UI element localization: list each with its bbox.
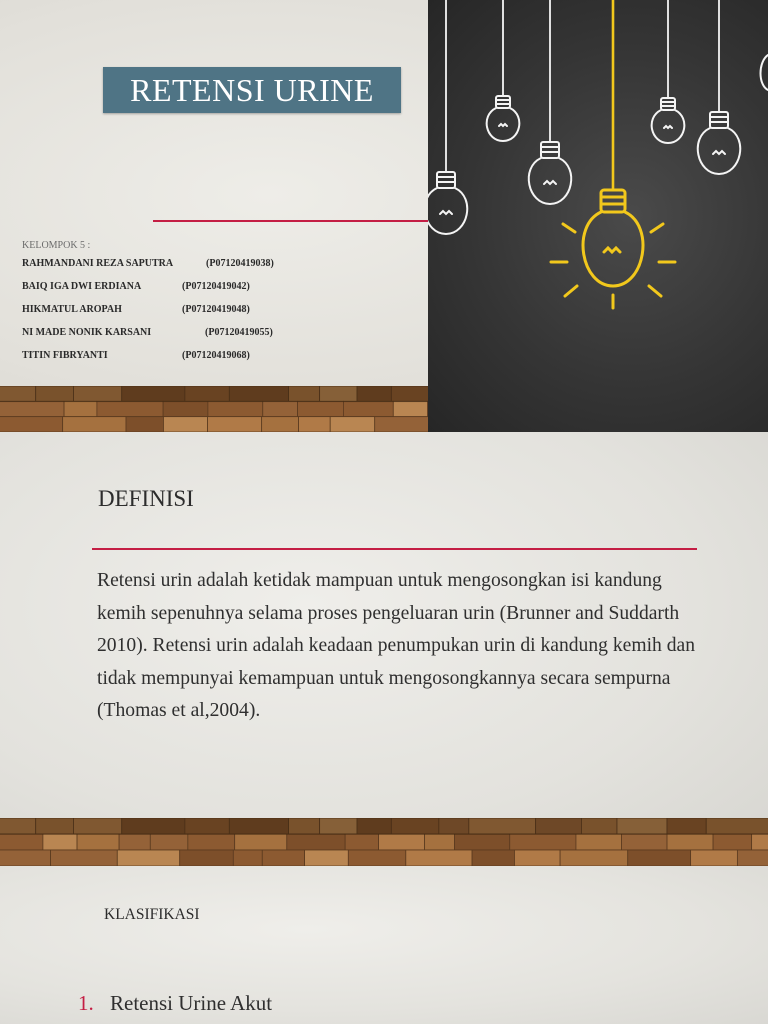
member-id: (P07120419048) xyxy=(182,304,250,315)
glowing-lightbulb-icon xyxy=(551,190,675,308)
list-item-text: Retensi Urine Akut xyxy=(110,991,273,1015)
member-name: HIKMATUL AROPAH xyxy=(22,304,122,315)
lightbulb-icon xyxy=(761,55,768,90)
member-name: TITIN FIBRYANTI xyxy=(22,350,108,361)
divider-line xyxy=(92,548,697,550)
member-name: BAIQ IGA DWI ERDIANA xyxy=(22,281,142,292)
group-members xyxy=(22,240,422,373)
list-number: 1. xyxy=(78,991,94,1015)
definition-text: Retensi urin adalah ketidak mampuan untuk mengosongkan isi kandung kemih sepenuhnya selama proses pengeluaran urin (Brunner and Suddarth 2010). Retensi urin adalah keadaan penumpukan urin di kandung kemih dan tidak mempunyai kemampuan untuk mengosongkannya secara sempurna (Thomas et al,2004). xyxy=(97,570,695,721)
title-banner xyxy=(103,67,401,113)
lightbulb-icon xyxy=(529,142,571,204)
member-id: (P07120419038) xyxy=(206,258,274,269)
member-row xyxy=(22,304,422,327)
wood-floor xyxy=(0,386,430,432)
group-label: KELOMPOK 5 : xyxy=(22,240,91,251)
section-heading: DEFINISI xyxy=(98,486,194,511)
lightbulbs-illustration xyxy=(428,0,768,432)
lightbulb-icon xyxy=(698,112,740,174)
lightbulb-panel xyxy=(428,0,768,432)
member-id: (P07120419042) xyxy=(182,281,250,292)
member-row xyxy=(22,281,422,304)
lightbulb-icon xyxy=(487,96,520,141)
wood-floor xyxy=(0,818,768,866)
member-id: (P07120419068) xyxy=(182,350,250,361)
section-heading: KLASIFIKASI xyxy=(104,906,200,923)
lightbulb-icon xyxy=(652,98,685,143)
member-id: (P07120419055) xyxy=(205,327,273,338)
member-row xyxy=(22,327,422,350)
list-item xyxy=(78,991,272,1016)
member-name: NI MADE NONIK KARSANI xyxy=(22,327,152,338)
divider-line xyxy=(153,220,428,222)
title-slide xyxy=(0,0,768,432)
member-row xyxy=(22,350,422,373)
classification-slide xyxy=(0,866,768,1024)
member-name: RAHMANDANI REZA SAPUTRA xyxy=(22,258,174,269)
definition-slide xyxy=(0,432,768,866)
lightbulb-icon xyxy=(428,172,467,234)
member-row xyxy=(22,258,422,281)
slide-title: RETENSI URINE xyxy=(130,71,374,108)
